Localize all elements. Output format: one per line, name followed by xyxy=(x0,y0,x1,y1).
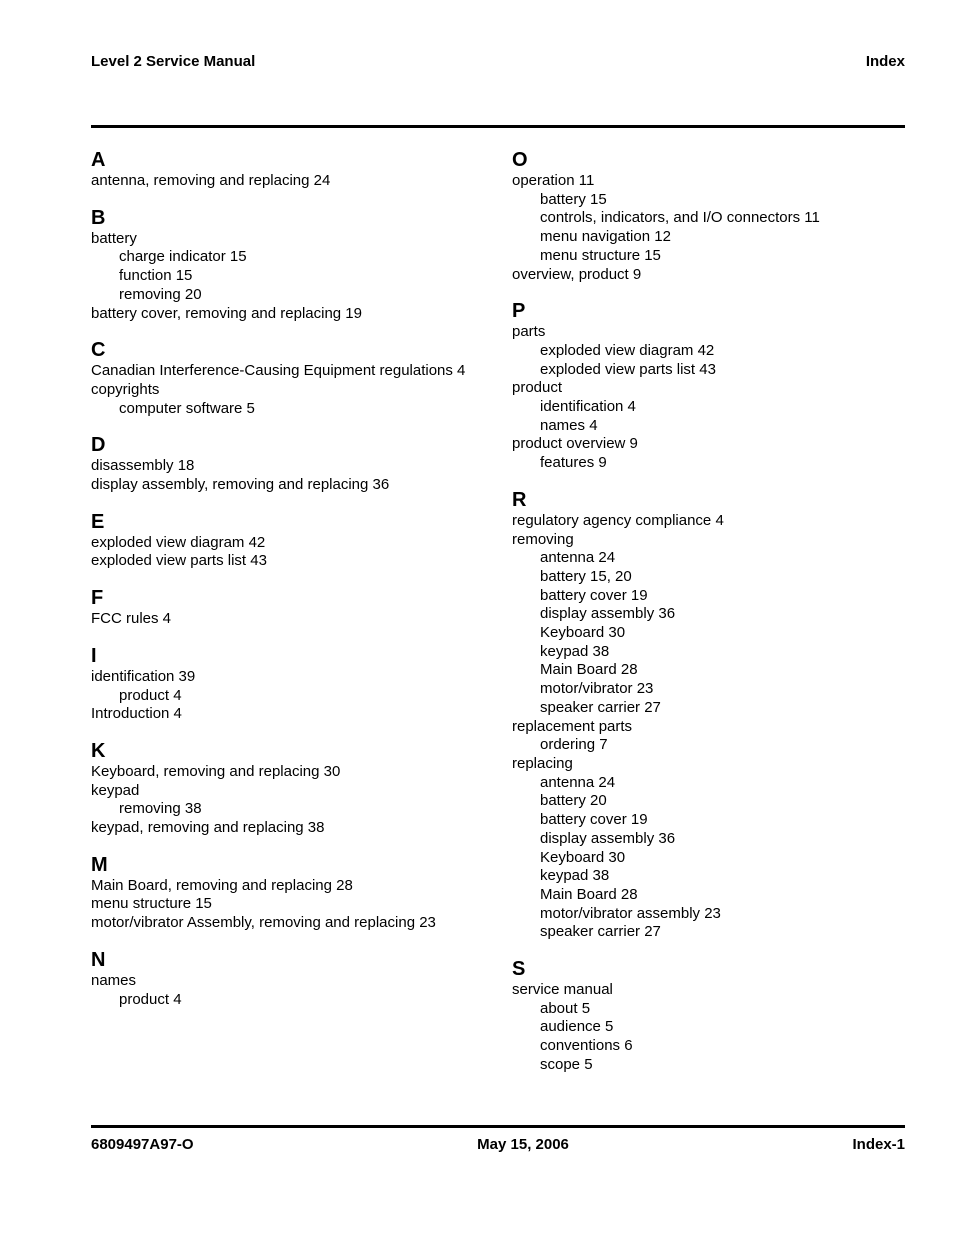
index-subentry: antenna 24 xyxy=(540,549,616,567)
index-entry: motor/vibrator Assembly, removing and replacing 23 xyxy=(91,914,436,932)
section-letter: R xyxy=(512,488,527,511)
index-subentry: computer software 5 xyxy=(119,399,255,417)
index-subentry: battery cover 19 xyxy=(540,811,648,829)
index-entry: keypad xyxy=(91,781,140,799)
index-section-r xyxy=(512,488,905,942)
index-entry: display assembly, removing and replacing 36 xyxy=(91,476,390,494)
section-letter: P xyxy=(512,300,526,323)
index-section-o xyxy=(512,148,905,284)
index-subentry: motor/vibrator assembly 23 xyxy=(540,904,721,922)
index-entry: overview, product 9 xyxy=(512,265,642,283)
index-entry: names xyxy=(91,971,137,989)
index-entry: exploded view parts list 43 xyxy=(91,552,267,570)
index-subentry: Main Board 28 xyxy=(540,661,638,679)
index-entry: exploded view diagram 42 xyxy=(91,533,266,551)
index-subentry: audience 5 xyxy=(540,1018,614,1036)
index-entry: product xyxy=(512,379,563,397)
index-subentry: conventions 6 xyxy=(540,1037,633,1055)
index-entry: service manual xyxy=(512,981,613,999)
index-entry: battery xyxy=(91,229,137,247)
index-subentry: antenna 24 xyxy=(540,773,616,791)
index-entry: removing xyxy=(512,530,574,548)
document-number: 6809497A97-O xyxy=(91,1136,194,1153)
index-subentry: function 15 xyxy=(119,267,193,285)
index-subentry: battery cover 19 xyxy=(540,586,648,604)
index-section-k xyxy=(91,739,491,838)
index-section-f xyxy=(91,586,491,629)
section-title: Index xyxy=(865,53,905,70)
index-entry: Main Board, removing and replacing 28 xyxy=(91,876,353,894)
index-subentry: ordering 7 xyxy=(540,736,608,754)
index-subentry: battery 15, 20 xyxy=(540,567,632,585)
document-date: May 15, 2006 xyxy=(477,1136,569,1153)
index-entry: keypad, removing and replacing 38 xyxy=(91,819,325,837)
index-entry: antenna, removing and replacing 24 xyxy=(91,172,331,189)
index-section-c xyxy=(91,338,491,418)
index-subentry: charge indicator 15 xyxy=(119,248,247,266)
index-subentry: exploded view parts list 43 xyxy=(540,360,716,378)
index-column-right xyxy=(512,148,905,1090)
index-section-p xyxy=(512,299,905,473)
index-section-b xyxy=(91,206,491,324)
index-section-a xyxy=(91,148,491,191)
index-subentry: keypad 38 xyxy=(540,642,610,660)
index-subentry: product 4 xyxy=(119,686,182,704)
index-entry: parts xyxy=(512,323,546,341)
section-letter: B xyxy=(91,206,106,229)
index-entry: menu structure 15 xyxy=(91,895,212,913)
index-subentry: speaker carrier 27 xyxy=(540,923,661,941)
index-subentry: display assembly 36 xyxy=(540,605,676,623)
index-subentry: Keyboard 30 xyxy=(540,624,626,642)
index-subentry: features 9 xyxy=(540,454,607,472)
index-subentry: removing 20 xyxy=(119,285,202,303)
index-entry: battery cover, removing and replacing 19 xyxy=(91,304,362,322)
section-letter: D xyxy=(91,434,106,457)
index-entry: Keyboard, removing and replacing 30 xyxy=(91,762,341,780)
index-subentry: display assembly 36 xyxy=(540,829,676,847)
index-entry: copyrights xyxy=(91,380,160,398)
index-column-left xyxy=(91,148,491,1024)
index-entry: Introduction 4 xyxy=(91,705,182,723)
header-rule xyxy=(91,125,905,128)
index-subentry: menu navigation 12 xyxy=(540,228,671,246)
index-section-m xyxy=(91,853,491,933)
section-letter: S xyxy=(512,958,526,981)
index-entry: replacing xyxy=(512,754,573,772)
index-entry: operation 11 xyxy=(512,172,595,189)
index-subentry: Main Board 28 xyxy=(540,885,638,903)
section-letter: N xyxy=(91,948,106,971)
index-subentry: battery 15 xyxy=(540,190,607,208)
index-subentry: battery 20 xyxy=(540,792,607,810)
index-entry: disassembly 18 xyxy=(91,457,195,475)
page-number: Index-1 xyxy=(852,1136,905,1153)
index-entry: identification 39 xyxy=(91,667,196,685)
index-subentry: about 5 xyxy=(540,999,591,1017)
index-entry: Canadian Interference-Causing Equipment regulations 4 xyxy=(91,362,466,380)
index-subentry: Keyboard 30 xyxy=(540,848,626,866)
index-subentry: motor/vibrator 23 xyxy=(540,680,654,698)
index-subentry: exploded view diagram 42 xyxy=(540,341,715,359)
index-entry: FCC rules 4 xyxy=(91,610,172,628)
section-letter: I xyxy=(91,644,97,667)
index-section-n xyxy=(91,948,491,1009)
index-subentry: menu structure 15 xyxy=(540,246,661,264)
index-section-e xyxy=(91,510,491,571)
index-section-i xyxy=(91,644,491,724)
index-section-s xyxy=(512,957,905,1075)
footer-rule xyxy=(91,1125,905,1128)
index-subentry: product 4 xyxy=(119,990,182,1008)
index-subentry: keypad 38 xyxy=(540,867,610,885)
section-letter: C xyxy=(91,339,106,362)
index-entry: regulatory agency compliance 4 xyxy=(512,511,724,529)
page-header xyxy=(91,53,905,71)
index-section-d xyxy=(91,433,491,494)
section-letter: A xyxy=(91,149,106,171)
section-letter: F xyxy=(91,587,104,610)
index-entry: replacement parts xyxy=(512,717,633,735)
section-letter: K xyxy=(91,739,106,762)
section-letter: M xyxy=(91,853,108,876)
section-letter: E xyxy=(91,510,105,533)
section-letter: O xyxy=(512,149,528,171)
index-subentry: removing 38 xyxy=(119,800,202,818)
page-footer xyxy=(91,1136,905,1154)
index-subentry: controls, indicators, and I/O connectors 11 xyxy=(540,209,820,227)
index-entry: product overview 9 xyxy=(512,435,638,453)
index-subentry: scope 5 xyxy=(540,1055,593,1073)
index-subentry: speaker carrier 27 xyxy=(540,698,661,716)
index-subentry: identification 4 xyxy=(540,398,636,416)
index-subentry: names 4 xyxy=(540,416,598,434)
manual-title: Level 2 Service Manual xyxy=(91,53,256,70)
